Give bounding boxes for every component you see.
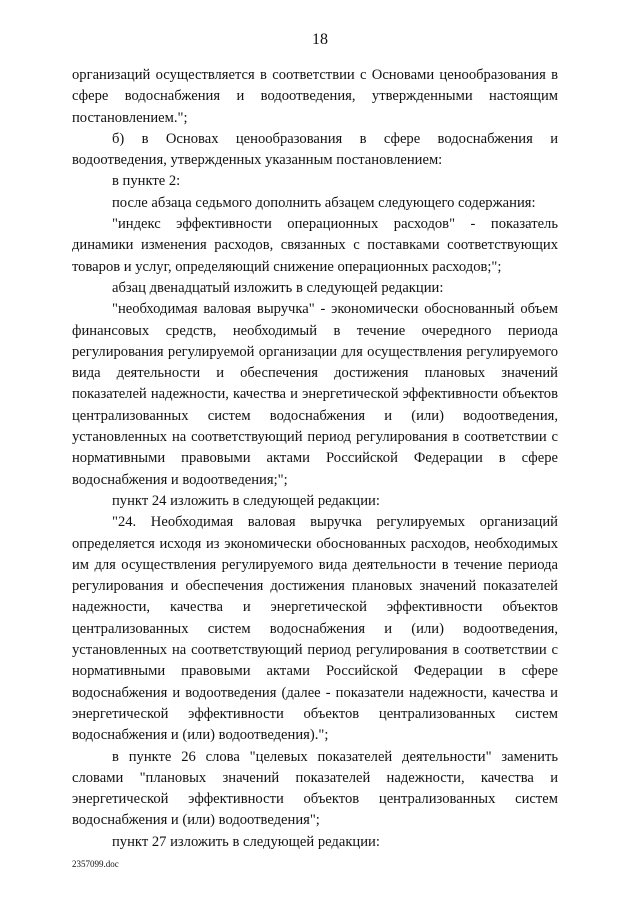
paragraph: абзац двенадцатый изложить в следующей редакции: <box>112 279 444 296</box>
file-name-footer: 2357099.doc <box>72 859 119 869</box>
paragraph: пункт 24 изложить в следующей редакции: <box>112 492 380 509</box>
paragraph: пункт 27 изложить в следующей редакции: <box>112 833 380 850</box>
document-body <box>72 65 558 853</box>
paragraph: "индекс эффективности операционных расходов" - показатель динамики изменения расходов, связанных с поставками соответствующих товаров и услуг, определяющий снижение операционных расходов;"; <box>72 216 558 275</box>
paragraph: б) в Основах ценообразования в сфере водоснабжения и водоотведения, утвержденных указанным постановлением: <box>72 130 558 169</box>
page-number: 18 <box>312 31 328 48</box>
paragraph: "24. Необходимая валовая выручка регулируемых организаций определяется исходя из экономически обоснованных расходов, необходимых им для осуществления регулируемого вида деятельности в течение периода регулирования и обеспечения достижения плановых значений показателей надежности, качества и энергетической эффективности объектов централизованных систем водоснабжения и (или) водоотведения, установленных на соответствующий период регулирования в соответствии с нормативными правовыми актами Российской Федерации в сфере водоснабжения и водоотведения (далее - показатели надежности, качества и энергетической эффективности объектов централизованных систем водоснабжения и (или) водоотведения)."; <box>72 514 558 744</box>
paragraph: в пункте 26 слова "целевых показателей деятельности" заменить словами "плановых значений показателей надежности, качества и энергетической эффективности объектов централизованных систем водоснабжения и (или) водоотведения"; <box>72 748 558 829</box>
paragraph: в пункте 2: <box>112 173 181 190</box>
paragraph: организаций осуществляется в соответствии с Основами ценообразования в сфере водоснабжения и водоотведения, утвержденными настоящим постановлением."; <box>72 67 558 126</box>
paragraph: "необходимая валовая выручка" - экономически обоснованный объем финансовых средств, необходимый в течение очередного периода регулирования регулируемой организации для осуществления регулируемого вида деятельности и обеспечения достижения плановых значений показателей надежности, качества и энергетической эффективности объектов централизованных систем водоснабжения и (или) водоотведения, установленных на соответствующий период регулирования в соответствии с нормативными правовыми актами Российской Федерации в сфере водоснабжения и водоотведения;"; <box>72 301 558 488</box>
paragraph: после абзаца седьмого дополнить абзацем следующего содержания: <box>112 194 536 211</box>
